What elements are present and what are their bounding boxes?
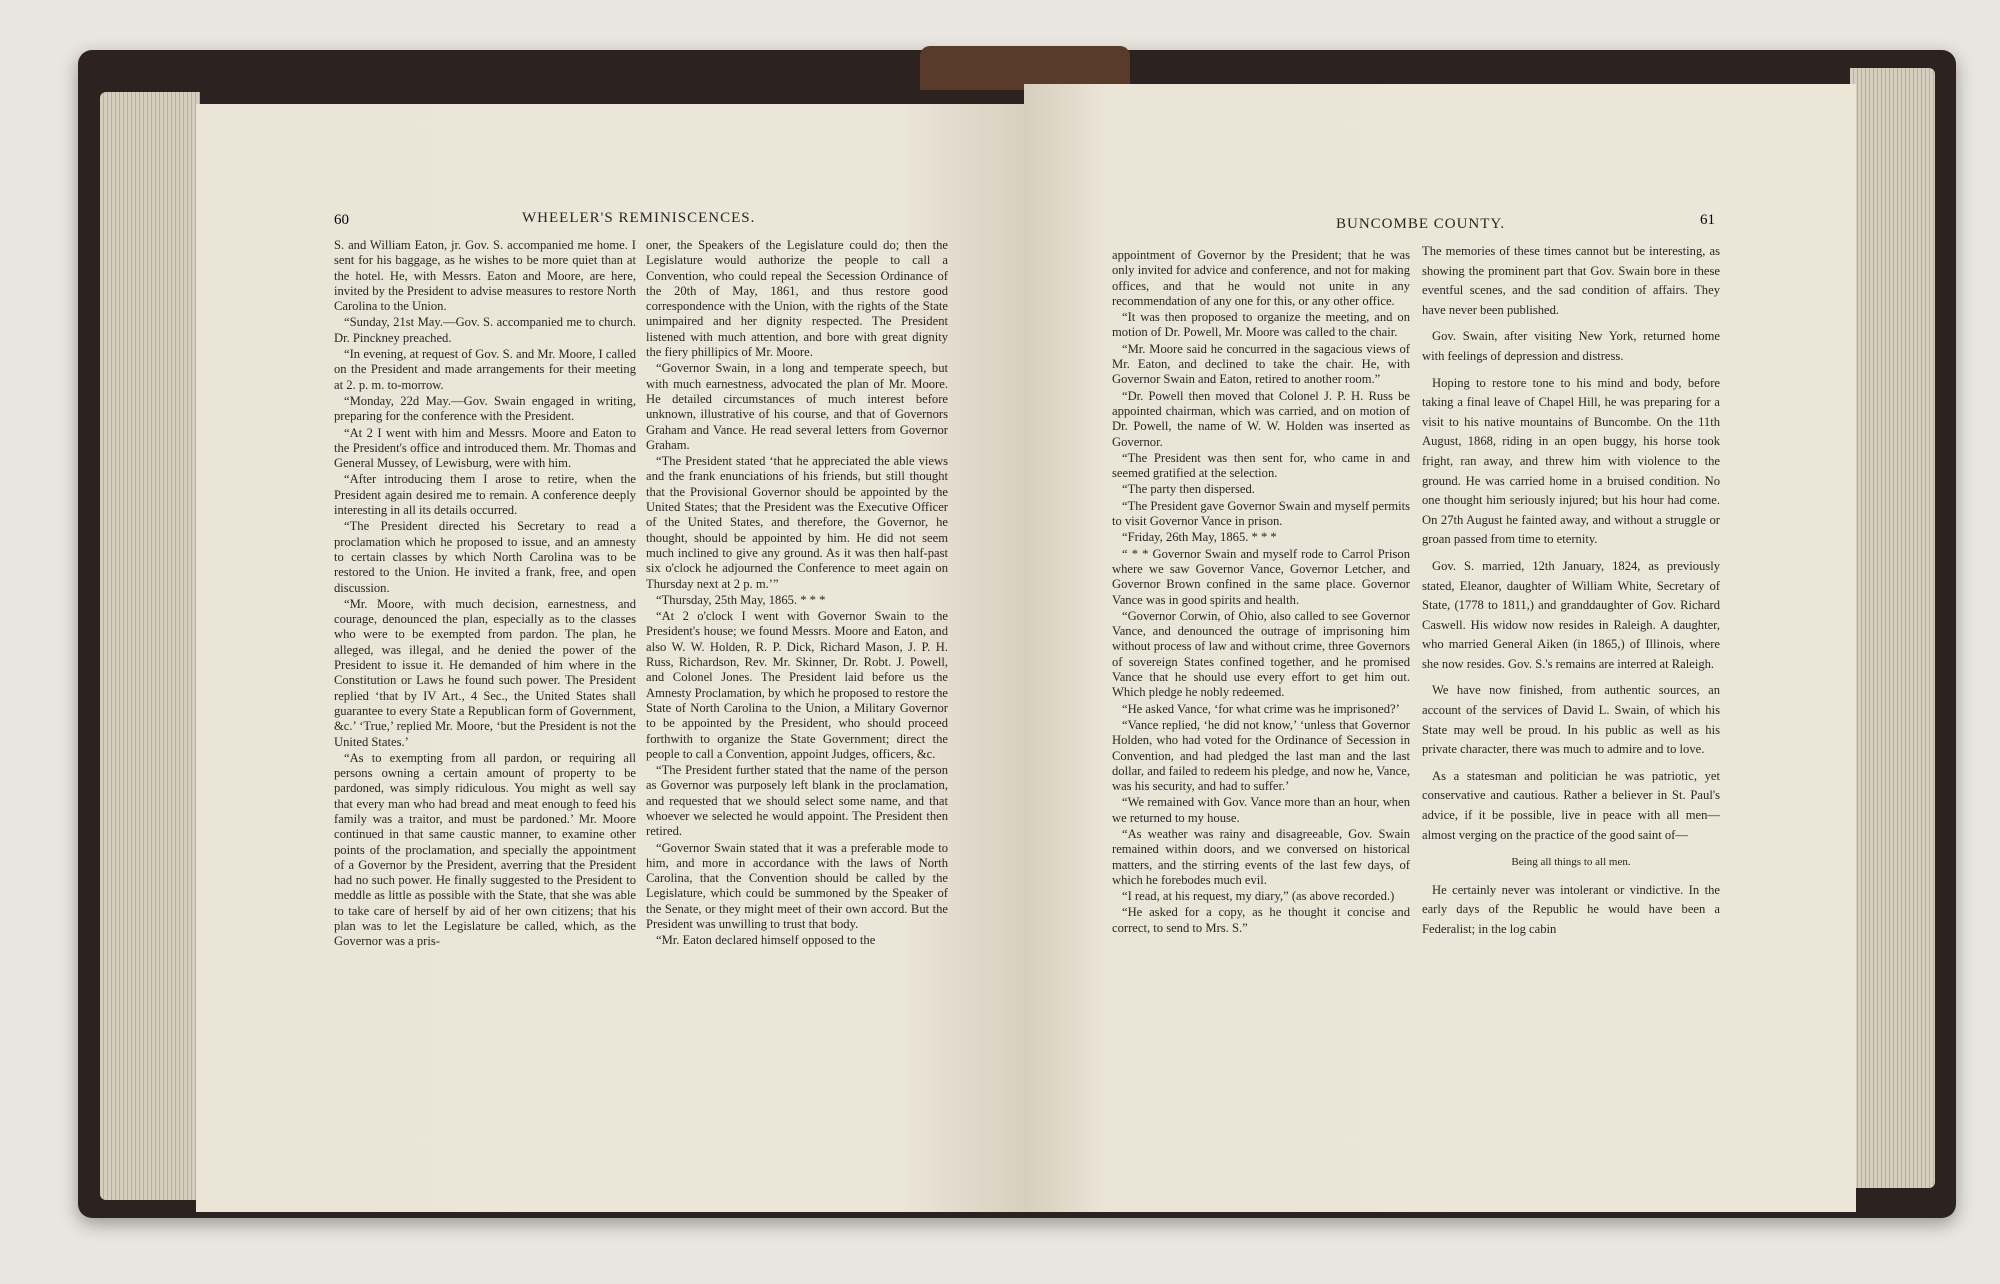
left-running-head: WHEELER'S REMINISCENCES.: [522, 210, 756, 226]
paragraph: “At 2 I went with him and Messrs. Moore and Eaton to the President's office and introduced them. Mr. Thomas and General Mussey, of Lewisburg, were with him.: [334, 425, 636, 471]
paragraph: “Vance replied, ‘he did not know,’ ‘unless that Governor Holden, who had voted for the Ordinance of Secession in Convention, and had pledged the last man and the last dollar, and failed to redeem his pledge, and now he, Vance, was his security, and had to suffer.’: [1112, 717, 1410, 794]
right-page-column-1: [1112, 248, 1410, 937]
paragraph: “Mr. Moore, with much decision, earnestness, and courage, denounced the plan, especially as to the classes who were to be exempted from pardon. The plan, he alleged, was illegal, and he denied the power of the President to issue it. He demanded of him where in the Constitution or Laws he found such power. The President replied ‘that by IV Art., 4 Sec., the United States shall guarantee to every State a Republican form of Government, &c.’ ‘True,’ replied Mr. Moore, ‘but the President is not the United States.’: [334, 596, 636, 749]
paragraph: We have now finished, from authentic sources, an account of the services of David L. Swain, of which his State may well be proud. In his public as well as his private character, there was much to admire and to love.: [1422, 683, 1720, 757]
paragraph: “He asked Vance, ‘for what crime was he imprisoned?’: [1122, 701, 1400, 716]
paragraph: “The President further stated that the name of the person as Governor was purposely left blank in the proclamation, and requested that we should select some name, and that whoever we selected he would appoint. The President then retired.: [646, 763, 948, 839]
left-page-column-1: [334, 238, 636, 951]
paragraph: “Mr. Eaton declared himself opposed to the: [656, 933, 876, 948]
paragraph: As a statesman and politician he was patriotic, yet conservative and cautious. Rather a believer in St. Paul's advice, if it be possible, live in peace with all men—almost verging on the practice of the good saint of—: [1422, 768, 1720, 842]
paragraph: “ * * Governor Swain and myself rode to Carrol Prison where we saw Governor Vance, Governor Letcher, and Governor Brown confined in the same place. Governor Vance was in good spirits and health.: [1112, 546, 1410, 607]
paragraph: “The President stated ‘that he appreciated the able views and the frank enunciations of his friends, but still thought that the Provisional Governor should be appointed by the United States; that the President was the Executive Officer of the United States, and therefore, the Governor, he thought, should be appointed by him. He did not seem much inclined to give any ground. As it was then half-past six o'clock he adjourned the Conference to meet again on Thursday next at 2 p. m.’”: [646, 454, 948, 591]
left-page-number: 60: [334, 212, 349, 228]
paragraph: Gov. Swain, after visiting New York, returned home with feelings of depression and distress.: [1422, 329, 1720, 363]
paragraph: “I read, at his request, my diary,” (as above recorded.): [1122, 889, 1395, 904]
paragraph: Gov. S. married, 12th January, 1824, as previously stated, Eleanor, daughter of William White, Secretary of State, (1778 to 1811,) and granddaughter of Gov. Richard Caswell. His widow now resides in Raleigh. A daughter, who married General Aiken (in 1865,) of Illinois, where she now resides. Gov. S.'s remains are interred at Raleigh.: [1422, 558, 1720, 671]
paragraph: “The President gave Governor Swain and myself permits to visit Governor Vance in prison.: [1112, 498, 1410, 529]
paragraph: “Monday, 22d May.—Gov. Swain engaged in writing, preparing for the conference with the President.: [334, 393, 636, 424]
paragraph: “Governor Swain stated that it was a preferable mode to him, and more in accordance with the laws of North Carolina, that the Convention should be called by the Legislature, which could be summoned by the Speaker of the Senate, or they might meet of their own accord. But the President was unwilling to trust that body.: [646, 840, 948, 932]
paragraph: Being all things to all men.: [1511, 856, 1631, 869]
paragraph: “After introducing them I arose to retire, when the President again desired me to remain. A conference deeply interesting in all its details occurred.: [334, 472, 636, 518]
right-page-edges: [1850, 68, 1935, 1188]
paragraph: “Sunday, 21st May.—Gov. S. accompanied me to church. Dr. Pinckney preached.: [334, 315, 636, 345]
paragraph: “The President was then sent for, who came in and seemed gratified at the selection.: [1112, 450, 1410, 481]
paragraph: He certainly never was intolerant or vindictive. In the early days of the Republic he would have been a Federalist; in the log cabin: [1422, 882, 1720, 936]
paragraph: “In evening, at request of Gov. S. and Mr. Moore, I called on the President and made arrangements for their meeting at 2. p. m. to-morrow.: [334, 347, 636, 392]
paragraph: “The party then dispersed.: [1122, 482, 1255, 497]
paragraph: “Friday, 26th May, 1865. * * *: [1122, 530, 1277, 545]
paragraph: appointment of Governor by the President; that he was only invited for advice and conference, and not for making offices, and that he would not unite in any recommendation of any one for this, or any other office.: [1112, 248, 1410, 308]
paragraph: The memories of these times cannot but be interesting, as showing the prominent part that Gov. Swain bore in these eventful scenes, and the sad condition of affairs. They have never been published.: [1422, 244, 1720, 317]
paragraph: “Mr. Moore said he concurred in the sagacious views of Mr. Eaton, and declined to take the chair. He, with Governor Swain and Eaton, retired to another room.”: [1112, 341, 1410, 387]
paragraph: “We remained with Gov. Vance more than an hour, when we returned to my house.: [1112, 795, 1410, 825]
paragraph: Hoping to restore tone to his mind and body, before taking a final leave of Chapel Hill, he was preparing for a visit to his native mountains of Buncombe. On the 11th August, 1868, riding in an open buggy, his horse took fright, ran away, and threw him with violence to the ground. He was carried home in a bruised condition. No one thought him seriously injured; but his hour had come. On 27th August he fainted away, and without a struggle or groan passed from time to eternity.: [1422, 375, 1720, 547]
paragraph: “At 2 o'clock I went with Governor Swain to the President's house; we found Messrs. Moore and Eaton, and also W. W. Holden, R. P. Dick, Richard Mason, J. P. H. Russ, Richardson, Rev. Mr. Skinner, Dr. Robt. J. Powell, and Colonel Jones. The President laid before us the Amnesty Proclamation, by which he proposed to restore the State of North Carolina to the Union, a Military Governor to be appointed by the President, who should proceed forthwith to organize the State Government; direct the people to call a Convention, appoint Judges, officers, &c.: [646, 609, 948, 761]
paragraph: “It was then proposed to organize the meeting, and on motion of Dr. Powell, Mr. Moore was called to the chair.: [1112, 310, 1410, 340]
right-page-column-2: [1422, 242, 1720, 947]
paragraph: “As weather was rainy and disagreeable, Gov. Swain remained within doors, and we conversed on historical matters, and the stirring events of the last few days, of which he forebodes much evil.: [1112, 826, 1410, 887]
right-running-head: BUNCOMBE COUNTY.: [1336, 216, 1506, 232]
paragraph: “He asked for a copy, as he thought it concise and correct, to send to Mrs. S.”: [1112, 905, 1410, 935]
paragraph: “Governor Swain, in a long and temperate speech, but with much earnestness, advocated the plan of Mr. Moore. He detailed circumstances of much interest before unknown, illustrative of his course, and that of Governors Graham and Vance. He read several letters from Governor Graham.: [646, 361, 948, 452]
paragraph: “Thursday, 25th May, 1865. * * *: [656, 592, 826, 607]
paragraph: “Dr. Powell then moved that Colonel J. P. H. Russ be appointed chairman, which was carried, and on motion of Dr. Powell, the name of W. W. Holden was inserted as Governor.: [1112, 388, 1410, 449]
right-page-number: 61: [1700, 212, 1715, 228]
paragraph: oner, the Speakers of the Legislature could do; then the Legislature would authorize the people to call a Convention, who could repeal the Secession Ordinance of the 20th of May, 1861, and thus restore good correspondence with the Union, with the rights of the State unimpaired and her dignity respected. The President listened with much attention, and bore with great dignity the fiery phillipics of Mr. Moore.: [646, 238, 948, 360]
paragraph: “As to exempting from all pardon, or requiring all persons owning a certain amount of property to be pardoned, was simply ridiculous. You might as well say that every man who had bread and meat enough to feed his family was a traitor, and must be pardoned.’ Mr. Moore continued in that same caustic manner, to examine other points of the proclamation, and specially the appointment of a Governor by the President, averring that the President had no such power. He finally suggested to the President to meddle as little as possible with the State, that she was able to take care of herself by aid of her own citizens; that his plan was to let the Legislature be called, which, as the Governor was a pris-: [334, 750, 636, 949]
paragraph: “The President directed his Secretary to read a proclamation which he proposed to issue, and an amnesty to certain classes by which North Carolina was to be restored to the Union. He invited a frank, free, and open discussion.: [334, 519, 636, 595]
left-page-edges: [100, 92, 200, 1200]
paragraph: “Governor Corwin, of Ohio, also called to see Governor Vance, and denounced the outrage of imprisoning him without process of law and without crime, three Governors of sovereign States confined together, and he promised Vance that he should use every effort to get him out. Which pledge he nobly redeemed.: [1112, 608, 1410, 700]
left-page-column-2: [646, 238, 948, 950]
paragraph: S. and William Eaton, jr. Gov. S. accompanied me home. I sent for his baggage, as he wishes to be more quiet than at the hotel. He, with Messrs. Eaton and Moore, are here, invited by the President to advise measures to restore North Carolina to the Union.: [334, 238, 636, 314]
